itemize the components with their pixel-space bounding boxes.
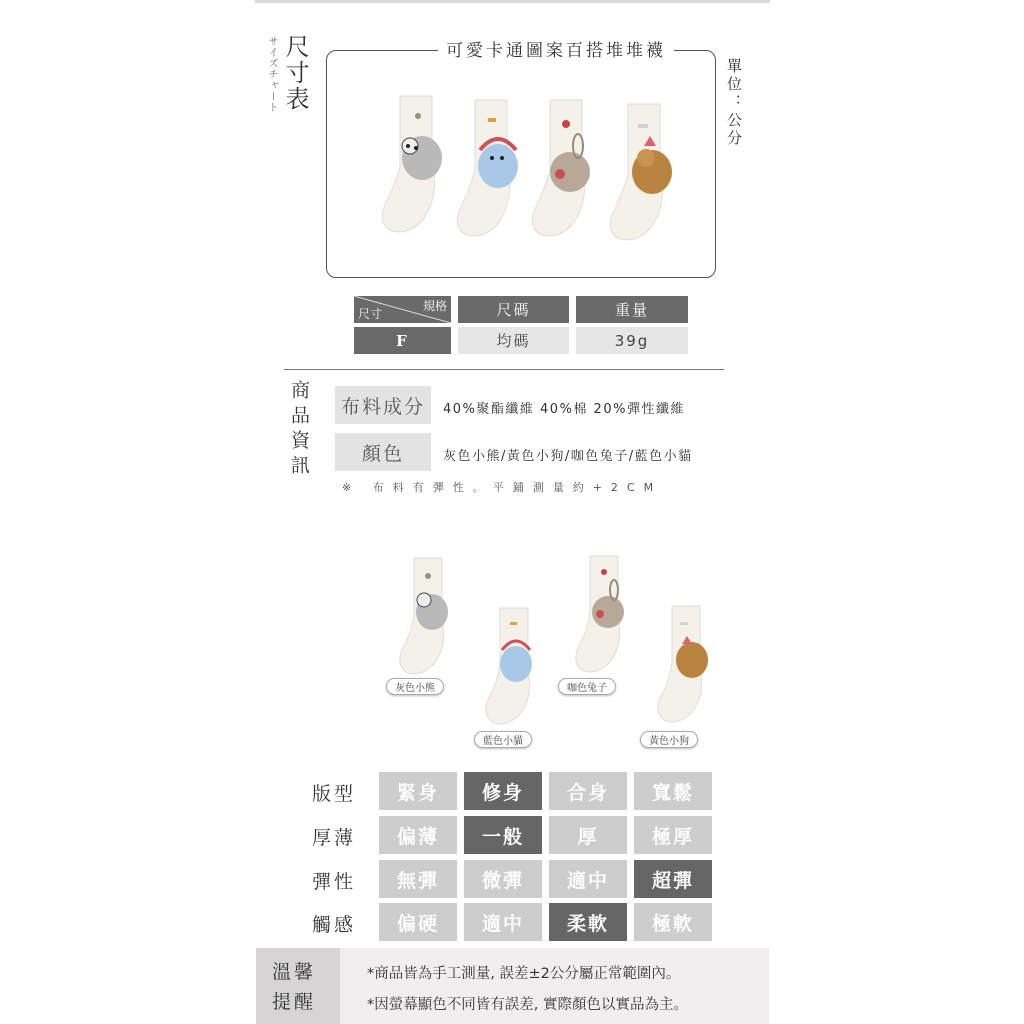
corner-label-spec: 規格 (422, 299, 447, 313)
material-label: 布料成分 (335, 386, 431, 424)
chip-gray-bear: 灰色小熊 (386, 678, 444, 695)
sock-blue-cat (486, 608, 532, 724)
top-divider (255, 0, 770, 3)
attr-option-elasticity-0: 無彈 (379, 860, 457, 898)
cell-size-value: 均碼 (458, 327, 569, 354)
attr-label-fit: 版型 (312, 783, 357, 805)
chip-yellow-dog: 黃色小狗 (640, 731, 698, 748)
sock-gray-bear (400, 558, 448, 674)
sock-brown-dog (658, 606, 708, 722)
attr-option-elasticity-3: 超彈 (634, 860, 712, 898)
sock-gray-bear (382, 96, 442, 232)
attr-option-thickness-2: 厚 (549, 816, 627, 854)
header-size: 尺碼 (458, 296, 569, 323)
notice-line-1: *商品皆為手工測量, 誤差±2公分屬正常範圍內。 (367, 966, 681, 982)
attr-option-fit-2: 合身 (549, 772, 627, 810)
cell-weight-value: 39g (576, 327, 688, 354)
notice-title: 溫馨提醒 (272, 961, 317, 1013)
unit-label: 單位：公分 (725, 58, 743, 148)
color-value: 灰色小熊/黃色小狗/咖色兔子/藍色小貓 (443, 449, 693, 464)
fabric-note: ※ 布料有彈性。平鋪測量約+2CM (342, 481, 663, 494)
attr-option-feel-2: 柔軟 (549, 903, 627, 941)
product-info-title: 商品資訊 (288, 380, 310, 480)
material-value: 40%聚酯纖維 40%棉 20%彈性纖維 (443, 402, 685, 417)
header-weight: 重量 (576, 296, 688, 323)
size-chart-title: 尺寸表 (281, 34, 309, 112)
attr-option-fit-3: 寬鬆 (634, 772, 712, 810)
section-divider (284, 369, 724, 370)
row-label-size: F (354, 327, 451, 354)
attr-option-fit-1: 修身 (464, 772, 542, 810)
attr-option-thickness-0: 偏薄 (379, 816, 457, 854)
product-title: 可愛卡通圖案百搭堆堆襪 (438, 36, 674, 61)
sock-blue-cat (457, 100, 518, 236)
attr-option-thickness-1: 一般 (464, 816, 542, 854)
socks-color-lineup (380, 550, 720, 725)
sock-brown-dog (610, 104, 672, 240)
size-chart-subtitle: サイズチャート (266, 36, 277, 113)
chip-blue-cat: 藍色小貓 (474, 731, 532, 748)
attr-label-thickness: 厚薄 (312, 827, 357, 849)
attr-option-thickness-3: 極厚 (634, 816, 712, 854)
color-label: 顏色 (335, 433, 431, 471)
attr-option-elasticity-1: 微彈 (464, 860, 542, 898)
attr-option-feel-0: 偏硬 (379, 903, 457, 941)
socks-product-image (360, 88, 690, 248)
chip-brown-rabbit: 咖色兔子 (558, 678, 616, 695)
spec-table-corner (354, 296, 451, 323)
attr-option-fit-0: 緊身 (379, 772, 457, 810)
sock-brown-rabbit (576, 556, 624, 672)
attr-label-elasticity: 彈性 (312, 871, 357, 893)
corner-label-size: 尺寸 (358, 307, 383, 321)
attr-option-feel-3: 極軟 (634, 903, 712, 941)
attr-label-feel: 觸感 (312, 914, 357, 936)
attr-option-elasticity-2: 適中 (549, 860, 627, 898)
sock-brown-rabbit (532, 100, 590, 236)
attr-option-feel-1: 適中 (464, 903, 542, 941)
notice-line-2: *因螢幕顯色不同皆有誤差, 實際顏色以實品為主。 (367, 997, 688, 1013)
